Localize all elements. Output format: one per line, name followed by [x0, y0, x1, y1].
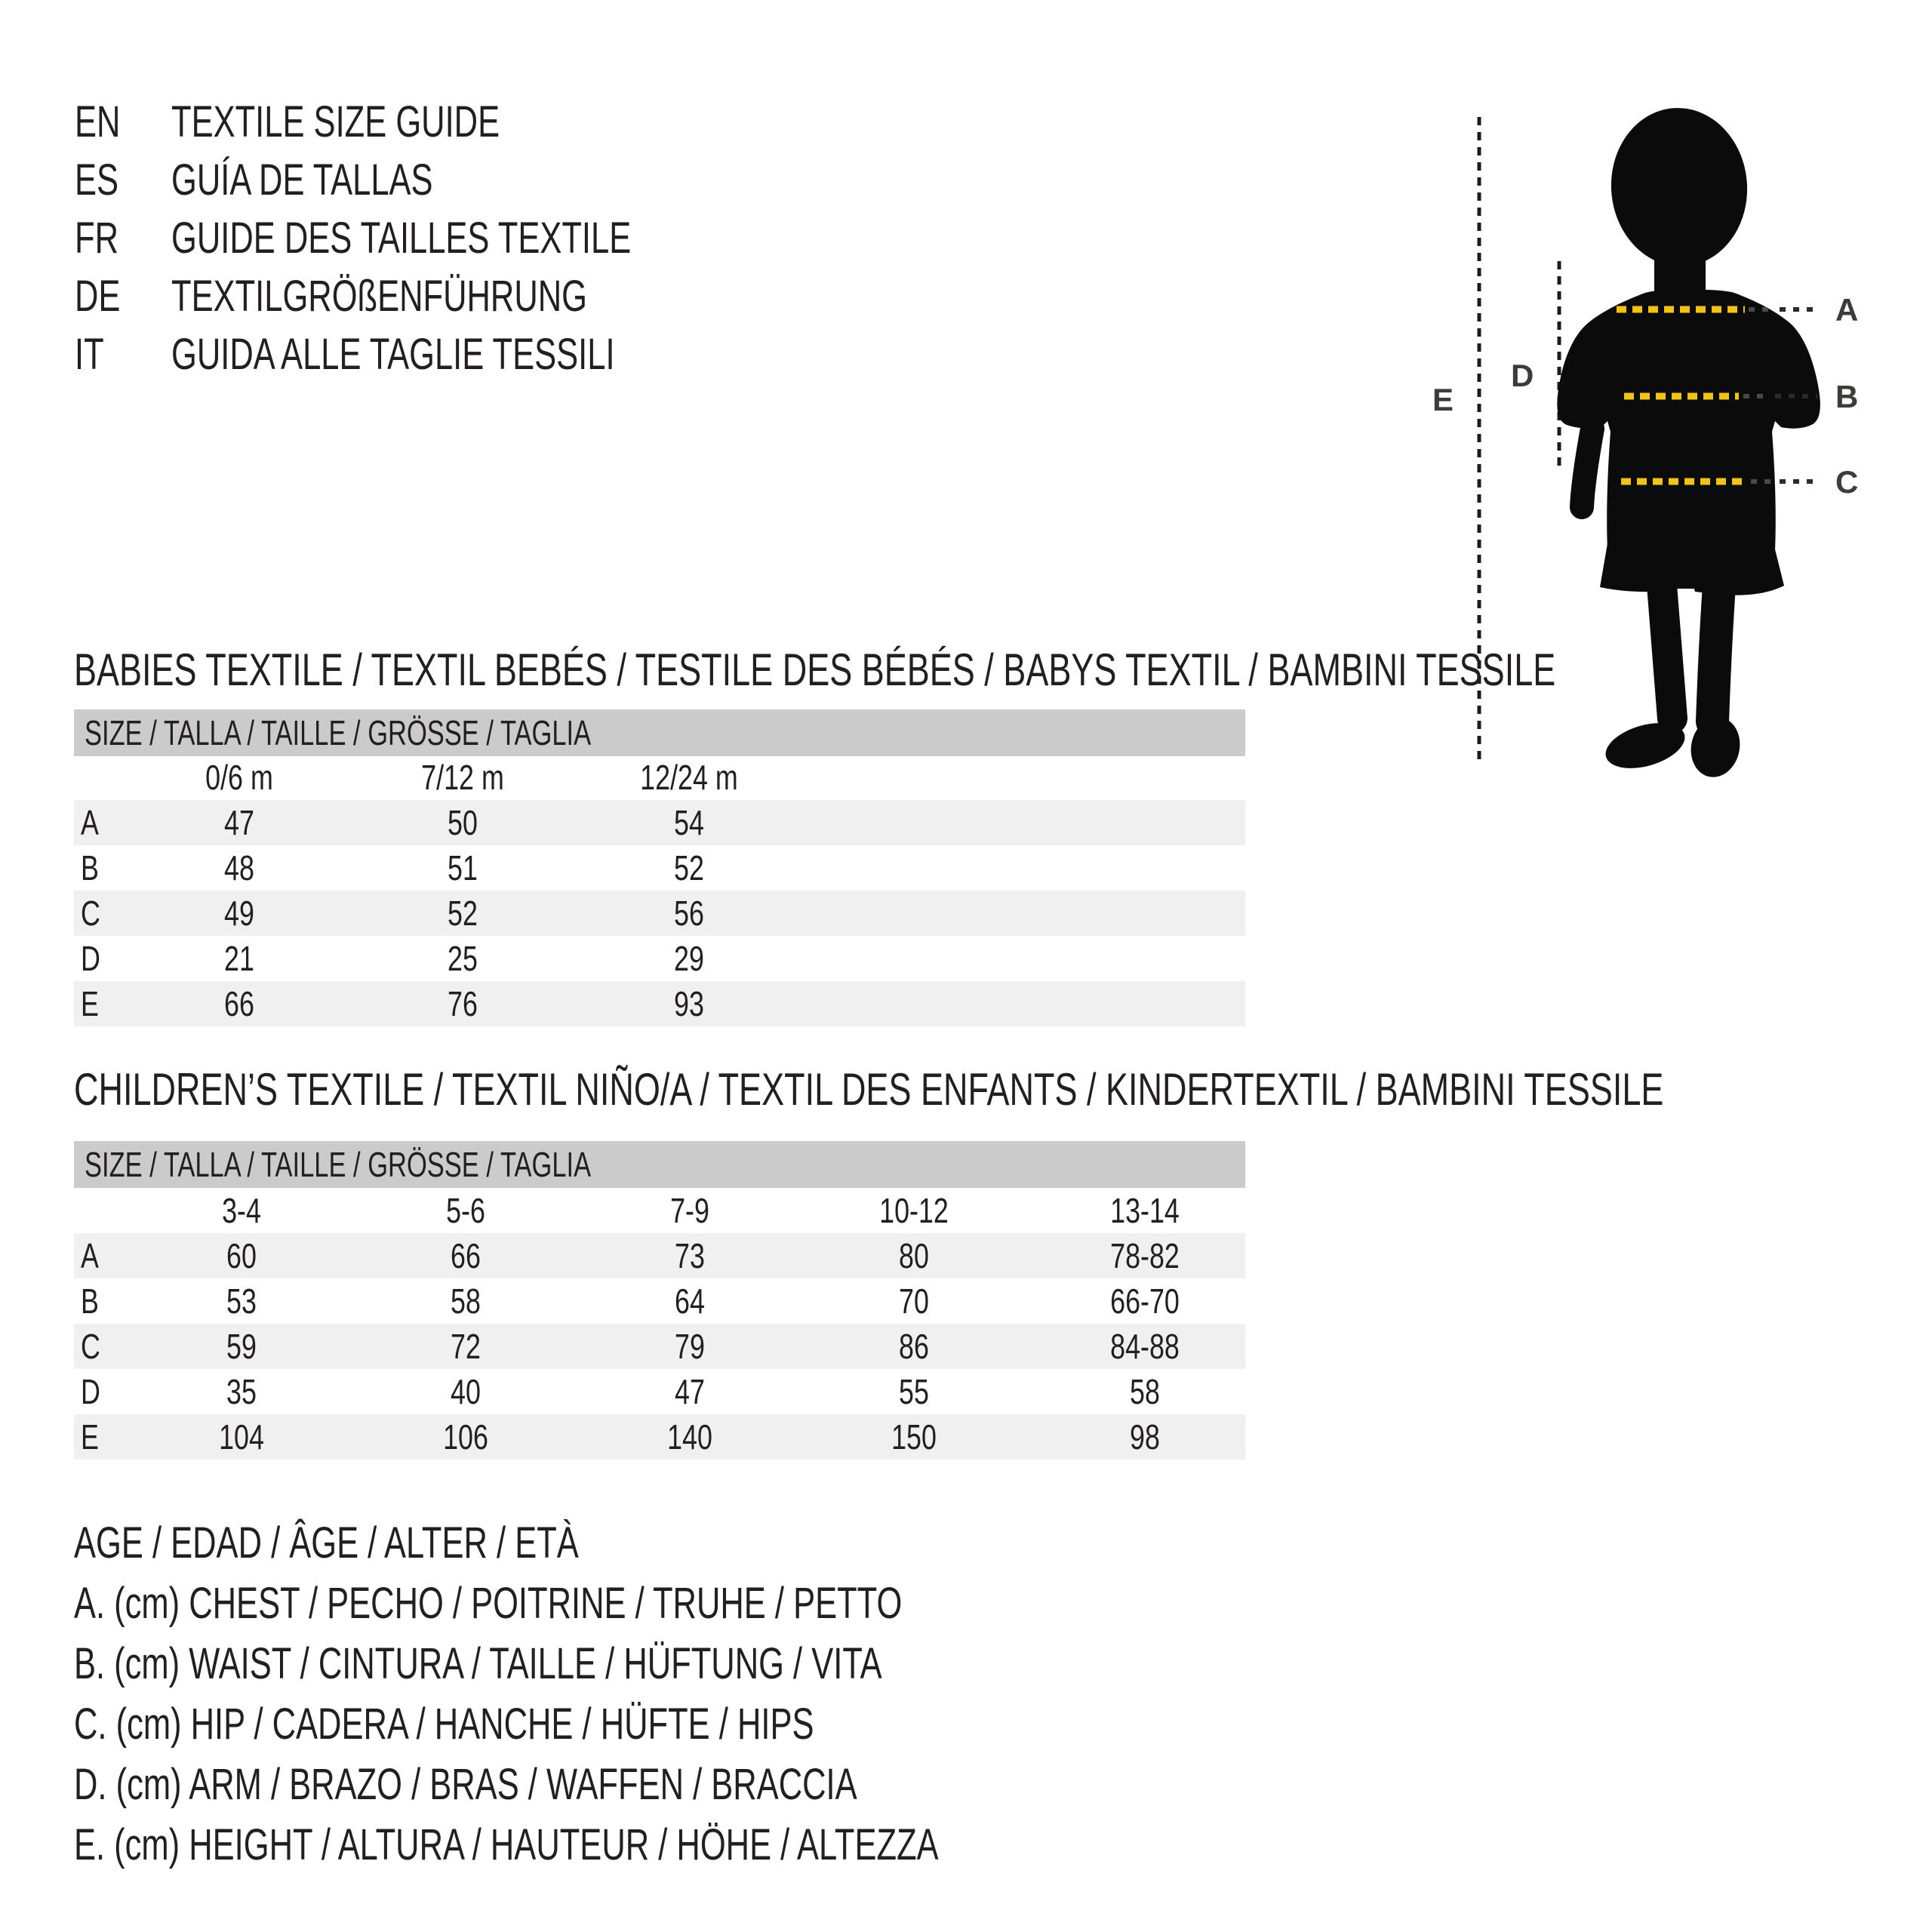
- children-row-d: [74, 1369, 1245, 1414]
- table-cell: 52: [448, 894, 478, 933]
- children-column-header: 3-4: [222, 1191, 261, 1230]
- babies-size-header-bar: SIZE / TALLA / TAILLE / GRÖSSE / TAGLIA: [74, 709, 1245, 756]
- children-row-c: [74, 1324, 1245, 1369]
- row-letter: C: [81, 1327, 100, 1366]
- table-cell: 52: [674, 848, 704, 888]
- table-cell: 104: [219, 1417, 264, 1457]
- table-cell: 29: [674, 939, 704, 978]
- table-cell: 40: [451, 1372, 481, 1411]
- row-letter: E: [81, 984, 99, 1023]
- figure-label-b: B: [1835, 379, 1859, 414]
- table-cell: 49: [224, 894, 254, 933]
- language-title-es: GUÍA DE TALLAS: [171, 155, 433, 205]
- table-cell: 84-88: [1110, 1327, 1180, 1366]
- language-code-it: IT: [75, 330, 104, 379]
- babies-row-e: [74, 981, 1245, 1026]
- legend-arm-line: D. (cm) ARM / BRAZO / BRAS / WAFFEN / BRACCIA: [74, 1760, 857, 1809]
- table-cell: 76: [448, 984, 478, 1023]
- figure-label-c: C: [1835, 464, 1859, 500]
- row-letter: A: [81, 803, 99, 842]
- language-title-en: TEXTILE SIZE GUIDE: [171, 97, 500, 146]
- table-cell: 150: [891, 1417, 937, 1457]
- children-row-e: [74, 1414, 1245, 1460]
- table-cell: 66: [224, 984, 254, 1023]
- table-cell: 48: [224, 848, 254, 888]
- table-cell: 70: [899, 1281, 929, 1321]
- language-code-es: ES: [75, 155, 119, 205]
- row-letter: A: [81, 1236, 99, 1275]
- table-cell: 106: [443, 1417, 488, 1457]
- legend-waist-line: B. (cm) WAIST / CINTURA / TAILLE / HÜFTUNG / VITA: [74, 1639, 882, 1688]
- babies-column-header: 12/24 m: [640, 758, 738, 797]
- table-cell: 66-70: [1110, 1281, 1180, 1321]
- children-column-header: 7-9: [670, 1191, 709, 1230]
- table-cell: 64: [675, 1281, 705, 1321]
- table-cell: 35: [226, 1372, 257, 1411]
- language-code-de: DE: [75, 272, 121, 321]
- babies-row-c: [74, 891, 1245, 936]
- table-cell: 51: [448, 848, 478, 888]
- babies-column-header-row: [74, 755, 1245, 800]
- row-letter: D: [81, 1372, 100, 1411]
- row-letter: D: [81, 939, 100, 978]
- row-letter: B: [81, 848, 99, 888]
- table-cell: 53: [226, 1281, 257, 1321]
- table-cell: 56: [674, 894, 704, 933]
- children-row-b: [74, 1278, 1245, 1324]
- legend-chest-line: A. (cm) CHEST / PECHO / POITRINE / TRUHE / PETTO: [74, 1579, 903, 1628]
- language-code-fr: FR: [75, 214, 118, 263]
- table-cell: 72: [451, 1327, 481, 1366]
- table-cell: 54: [674, 803, 704, 842]
- legend-height-line: E. (cm) HEIGHT / ALTURA / HAUTEUR / HÖHE / ALTEZZA: [74, 1820, 939, 1869]
- table-cell: 78-82: [1110, 1236, 1180, 1275]
- figure-label-d: D: [1511, 358, 1534, 393]
- language-title-de: TEXTILGRÖßENFÜHRUNG: [171, 272, 588, 321]
- language-title-fr: GUIDE DES TAILLES TEXTILE: [171, 214, 632, 263]
- table-cell: 55: [899, 1372, 929, 1411]
- legend-age-line: AGE / EDAD / ÂGE / ALTER / ETÀ: [74, 1518, 579, 1567]
- row-letter: C: [81, 894, 100, 933]
- table-cell: 47: [224, 803, 254, 842]
- babies-column-header: 7/12 m: [421, 758, 504, 797]
- table-cell: 73: [675, 1236, 705, 1275]
- table-cell: 58: [1130, 1372, 1160, 1411]
- table-cell: 60: [226, 1236, 257, 1275]
- babies-column-header: 0/6 m: [205, 758, 273, 797]
- legend-hip-line: C. (cm) HIP / CADERA / HANCHE / HÜFTE / HIPS: [74, 1700, 814, 1749]
- table-cell: 58: [451, 1281, 481, 1321]
- children-column-header: 13-14: [1110, 1191, 1180, 1230]
- children-column-header: 5-6: [446, 1191, 485, 1230]
- language-code-en: EN: [75, 97, 121, 146]
- children-row-a: [74, 1233, 1245, 1278]
- table-cell: 86: [899, 1327, 929, 1366]
- table-cell: 25: [448, 939, 478, 978]
- row-letter: B: [81, 1281, 99, 1321]
- figure-label-e: E: [1432, 382, 1454, 417]
- table-cell: 79: [675, 1327, 705, 1366]
- children-size-header-bar: SIZE / TALLA / TAILLE / GRÖSSE / TAGLIA: [74, 1141, 1245, 1188]
- babies-section-title: BABIES TEXTILE / TEXTIL BEBÉS / TESTILE DES BÉBÉS / BABYS TEXTIL / BAMBINI TESSILE: [74, 645, 1556, 695]
- table-cell: 66: [451, 1236, 481, 1275]
- table-cell: 140: [667, 1417, 712, 1457]
- table-cell: 80: [899, 1236, 929, 1275]
- babies-row-a: [74, 800, 1245, 845]
- table-cell: 98: [1130, 1417, 1160, 1457]
- babies-row-b: [74, 845, 1245, 891]
- table-cell: 59: [226, 1327, 257, 1366]
- row-letter: E: [81, 1417, 99, 1457]
- language-title-it: GUIDA ALLE TAGLIE TESSILI: [171, 330, 615, 379]
- figure-label-a: A: [1835, 292, 1859, 328]
- table-cell: 50: [448, 803, 478, 842]
- children-column-header-row: [74, 1188, 1245, 1233]
- children-column-header: 10-12: [879, 1191, 949, 1230]
- table-cell: 21: [224, 939, 254, 978]
- table-cell: 47: [675, 1372, 705, 1411]
- table-cell: 93: [674, 984, 704, 1023]
- children-section-title: CHILDREN’S TEXTILE / TEXTIL NIÑO/A / TEXTIL DES ENFANTS / KINDERTEXTIL / BAMBINI TESSILE: [74, 1064, 1664, 1115]
- babies-row-d: [74, 936, 1245, 981]
